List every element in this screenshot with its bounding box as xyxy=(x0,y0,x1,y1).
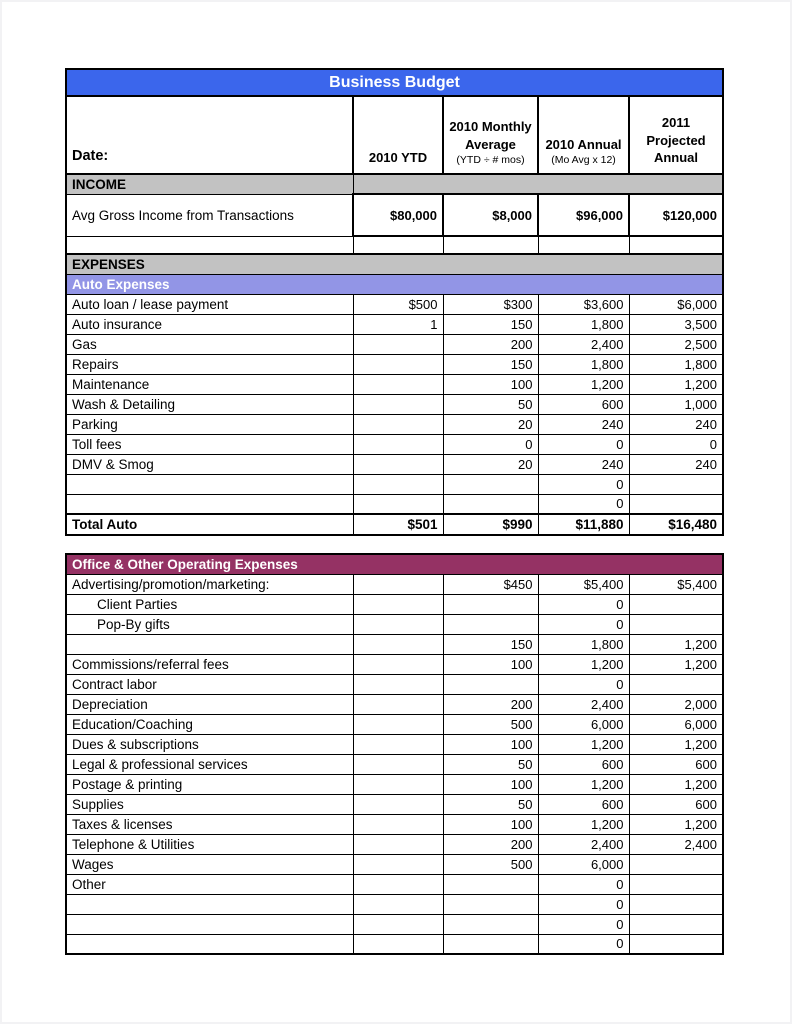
cell-value: 1,200 xyxy=(538,654,629,674)
cell-value xyxy=(443,594,538,614)
table-row xyxy=(66,654,723,674)
cell-value: 1,200 xyxy=(538,814,629,834)
cell-value: 240 xyxy=(538,454,629,474)
cell-value: 0 xyxy=(629,434,723,454)
cell-value: $450 xyxy=(443,574,538,594)
table-row xyxy=(66,614,723,634)
column-header-row xyxy=(66,96,723,174)
cell-value xyxy=(353,694,443,714)
table-row xyxy=(66,794,723,814)
cell-value xyxy=(443,494,538,514)
cell-value xyxy=(353,414,443,434)
cell-value xyxy=(353,634,443,654)
table-row xyxy=(66,434,723,454)
cell-value: 150 xyxy=(443,354,538,374)
cell-value: 240 xyxy=(629,414,723,434)
cell-value xyxy=(443,894,538,914)
cell-value xyxy=(353,674,443,694)
row-label: Advertising/promotion/marketing: xyxy=(66,574,353,594)
cell-value: 2,400 xyxy=(538,694,629,714)
table-row xyxy=(66,414,723,434)
cell-value xyxy=(353,854,443,874)
table-row xyxy=(66,454,723,474)
cell-value: 6,000 xyxy=(538,714,629,734)
cell-value: 0 xyxy=(538,474,629,494)
row-label: Other xyxy=(66,874,353,894)
row-label: Contract labor xyxy=(66,674,353,694)
cell-value: 600 xyxy=(538,394,629,414)
cell-value xyxy=(443,874,538,894)
cell-value: 200 xyxy=(443,334,538,354)
cell-value xyxy=(629,674,723,694)
table-row xyxy=(66,734,723,754)
cell-value xyxy=(629,594,723,614)
cell-value xyxy=(353,334,443,354)
cell-value xyxy=(353,654,443,674)
table-row xyxy=(66,294,723,314)
table-row xyxy=(66,814,723,834)
table-row xyxy=(66,934,723,954)
auto-expenses-label: Auto Expenses xyxy=(66,274,723,294)
cell-value: 2,000 xyxy=(629,694,723,714)
cell-value: 1,200 xyxy=(538,734,629,754)
cell-value: 6,000 xyxy=(629,714,723,734)
row-label: Auto loan / lease payment xyxy=(66,294,353,314)
cell-value xyxy=(353,594,443,614)
cell-value xyxy=(353,754,443,774)
cell-value xyxy=(443,914,538,934)
cell-value: 150 xyxy=(443,634,538,654)
budget-table-office xyxy=(65,553,724,955)
table-row xyxy=(66,354,723,374)
cell-value xyxy=(629,474,723,494)
row-label xyxy=(66,634,353,654)
cell-value: 50 xyxy=(443,794,538,814)
cell-value: 1,200 xyxy=(538,374,629,394)
cell-value: 0 xyxy=(538,674,629,694)
table-row xyxy=(66,774,723,794)
cell-value: 200 xyxy=(443,694,538,714)
cell-value: $80,000 xyxy=(353,194,443,236)
cell-value: 1,800 xyxy=(538,354,629,374)
row-label xyxy=(66,914,353,934)
cell-value: 600 xyxy=(629,754,723,774)
col-header-2011-projected-annual: 2011 Projected Annual xyxy=(629,96,723,174)
table-row xyxy=(66,694,723,714)
cell-value xyxy=(353,454,443,474)
expenses-section-band xyxy=(66,254,723,274)
cell-value: $120,000 xyxy=(629,194,723,236)
cell-value xyxy=(629,854,723,874)
cell-value: 0 xyxy=(538,894,629,914)
cell-value: $500 xyxy=(353,294,443,314)
cell-value: 1,200 xyxy=(629,654,723,674)
cell-value: 0 xyxy=(443,434,538,454)
cell-value: 2,400 xyxy=(629,834,723,854)
cell-value xyxy=(629,894,723,914)
table-row xyxy=(66,394,723,414)
cell-value xyxy=(353,394,443,414)
cell-value xyxy=(353,714,443,734)
cell-value: 1,200 xyxy=(629,734,723,754)
cell-value: 20 xyxy=(443,414,538,434)
table-row xyxy=(66,634,723,654)
table-row xyxy=(66,894,723,914)
cell-value: 100 xyxy=(443,774,538,794)
income-section-band xyxy=(66,174,723,194)
row-label: Dues & subscriptions xyxy=(66,734,353,754)
cell-value: 0 xyxy=(538,614,629,634)
row-label: Maintenance xyxy=(66,374,353,394)
table-row xyxy=(66,674,723,694)
row-label: Auto insurance xyxy=(66,314,353,334)
cell-value: 0 xyxy=(538,494,629,514)
row-label: Toll fees xyxy=(66,434,353,454)
cell-value xyxy=(443,674,538,694)
spacer-row xyxy=(66,236,723,254)
cell-value xyxy=(353,374,443,394)
cell-value: $300 xyxy=(443,294,538,314)
cell-value: 240 xyxy=(538,414,629,434)
row-label: Commissions/referral fees xyxy=(66,654,353,674)
title-row xyxy=(66,69,723,96)
cell-value: 600 xyxy=(538,794,629,814)
table-row xyxy=(66,574,723,594)
cell-value: $5,400 xyxy=(538,574,629,594)
cell-value: 100 xyxy=(443,814,538,834)
table-row xyxy=(66,854,723,874)
table-row xyxy=(66,834,723,854)
cell-value: 1,800 xyxy=(538,314,629,334)
table-row xyxy=(66,594,723,614)
income-section-label: INCOME xyxy=(66,174,353,194)
cell-value xyxy=(353,934,443,954)
cell-value xyxy=(629,934,723,954)
row-label xyxy=(66,474,353,494)
row-label: Depreciation xyxy=(66,694,353,714)
cell-value xyxy=(353,494,443,514)
table-row xyxy=(66,754,723,774)
cell-value xyxy=(629,494,723,514)
cell-value: 100 xyxy=(443,654,538,674)
row-label xyxy=(66,894,353,914)
row-label: Telephone & Utilities xyxy=(66,834,353,854)
cell-value xyxy=(443,614,538,634)
row-label: Postage & printing xyxy=(66,774,353,794)
cell-value: 0 xyxy=(538,914,629,934)
cell-value xyxy=(353,814,443,834)
cell-value xyxy=(629,914,723,934)
cell-value xyxy=(353,794,443,814)
cell-value: 150 xyxy=(443,314,538,334)
row-label xyxy=(66,494,353,514)
cell-value xyxy=(353,574,443,594)
cell-value: 0 xyxy=(538,934,629,954)
cell-value: 2,500 xyxy=(629,334,723,354)
cell-value: 600 xyxy=(538,754,629,774)
row-label: Pop-By gifts xyxy=(66,614,353,634)
row-label: Client Parties xyxy=(66,594,353,614)
cell-value: 1,200 xyxy=(629,814,723,834)
row-label: Education/Coaching xyxy=(66,714,353,734)
row-label: Avg Gross Income from Transactions xyxy=(66,194,353,236)
cell-value: 1,000 xyxy=(629,394,723,414)
cell-value xyxy=(353,434,443,454)
row-label: Wash & Detailing xyxy=(66,394,353,414)
cell-value: 2,400 xyxy=(538,834,629,854)
total-auto-ytd: $501 xyxy=(353,514,443,535)
cell-value xyxy=(353,874,443,894)
cell-value: 240 xyxy=(629,454,723,474)
row-label: Legal & professional services xyxy=(66,754,353,774)
cell-value: 50 xyxy=(443,394,538,414)
section-gap xyxy=(65,536,722,553)
budget-table-main xyxy=(65,68,724,536)
cell-value: 0 xyxy=(538,434,629,454)
row-label xyxy=(66,934,353,954)
cell-value: $5,400 xyxy=(629,574,723,594)
cell-value xyxy=(353,894,443,914)
cell-value: 1,800 xyxy=(629,354,723,374)
table-row xyxy=(66,374,723,394)
col-header-2010-annual: 2010 Annual (Mo Avg x 12) xyxy=(538,96,629,174)
cell-value xyxy=(353,834,443,854)
cell-value: 200 xyxy=(443,834,538,854)
total-auto-monthly: $990 xyxy=(443,514,538,535)
cell-value: 20 xyxy=(443,454,538,474)
total-auto-row xyxy=(66,514,723,535)
cell-value xyxy=(629,874,723,894)
table-row xyxy=(66,914,723,934)
total-auto-label: Total Auto xyxy=(66,514,353,535)
table-row xyxy=(66,194,723,236)
budget-sheet xyxy=(65,68,722,955)
cell-value: 100 xyxy=(443,734,538,754)
cell-value: 1,200 xyxy=(629,774,723,794)
cell-value: 1,200 xyxy=(538,774,629,794)
monthly-average-note: (YTD ÷ # mos) xyxy=(456,154,525,167)
cell-value: 0 xyxy=(538,594,629,614)
cell-value: $3,600 xyxy=(538,294,629,314)
cell-value: 3,500 xyxy=(629,314,723,334)
cell-value xyxy=(353,914,443,934)
table-row xyxy=(66,334,723,354)
table-row xyxy=(66,494,723,514)
cell-value xyxy=(353,614,443,634)
cell-value xyxy=(353,354,443,374)
cell-value: $6,000 xyxy=(629,294,723,314)
cell-value: 1,200 xyxy=(629,374,723,394)
table-row xyxy=(66,474,723,494)
expenses-section-label: EXPENSES xyxy=(66,254,723,274)
col-header-2010-monthly-average: 2010 Monthly Average (YTD ÷ # mos) xyxy=(443,96,538,174)
row-label: Gas xyxy=(66,334,353,354)
cell-value xyxy=(443,474,538,494)
cell-value: 600 xyxy=(629,794,723,814)
table-row xyxy=(66,314,723,334)
cell-value xyxy=(353,734,443,754)
row-label: Parking xyxy=(66,414,353,434)
office-expenses-band xyxy=(66,554,723,574)
cell-value xyxy=(629,614,723,634)
cell-value: 500 xyxy=(443,714,538,734)
row-label: Taxes & licenses xyxy=(66,814,353,834)
sheet-title: Business Budget xyxy=(66,69,723,96)
cell-value xyxy=(353,474,443,494)
col-header-2010-ytd: 2010 YTD xyxy=(353,96,443,174)
table-row xyxy=(66,874,723,894)
row-label: Supplies xyxy=(66,794,353,814)
cell-value: 2,400 xyxy=(538,334,629,354)
row-label: Wages xyxy=(66,854,353,874)
cell-value: $8,000 xyxy=(443,194,538,236)
cell-value xyxy=(353,774,443,794)
office-expenses-label: Office & Other Operating Expenses xyxy=(66,554,723,574)
total-auto-projected: $16,480 xyxy=(629,514,723,535)
cell-value: 50 xyxy=(443,754,538,774)
cell-value: 1,200 xyxy=(629,634,723,654)
cell-value: 0 xyxy=(538,874,629,894)
cell-value: 1 xyxy=(353,314,443,334)
cell-value: 500 xyxy=(443,854,538,874)
total-auto-annual: $11,880 xyxy=(538,514,629,535)
table-row xyxy=(66,714,723,734)
cell-value: 6,000 xyxy=(538,854,629,874)
cell-value: $96,000 xyxy=(538,194,629,236)
cell-value xyxy=(443,934,538,954)
date-header-cell: Date: xyxy=(66,96,353,174)
row-label: DMV & Smog xyxy=(66,454,353,474)
cell-value: 100 xyxy=(443,374,538,394)
row-label: Repairs xyxy=(66,354,353,374)
cell-value: 1,800 xyxy=(538,634,629,654)
income-band-spacer xyxy=(353,174,723,194)
annual-note: (Mo Avg x 12) xyxy=(551,154,616,167)
auto-expenses-band xyxy=(66,274,723,294)
